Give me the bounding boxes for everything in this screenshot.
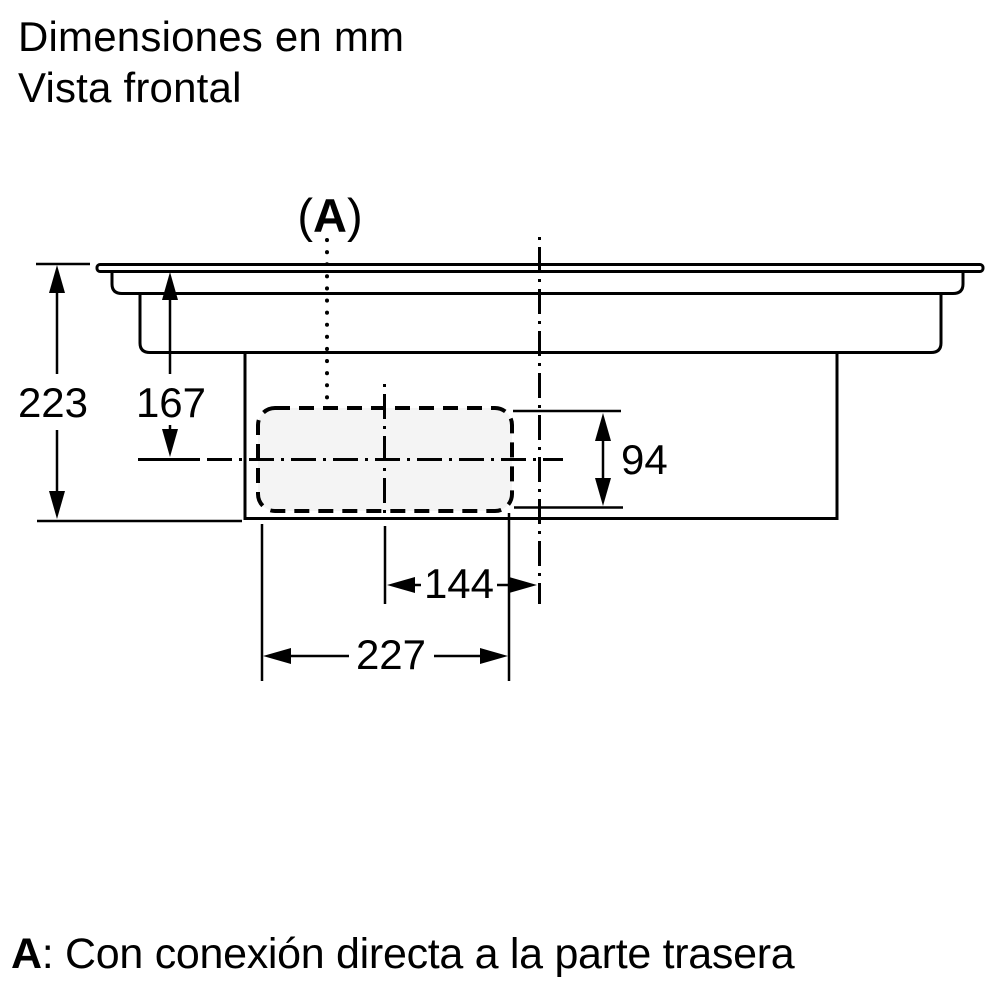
- dim-outlet-height: [595, 413, 668, 506]
- arrow-down-icon: [595, 478, 611, 506]
- dim-value-223: 223: [17, 379, 89, 426]
- footnote: [11, 930, 794, 978]
- footnote-label: A: [11, 930, 42, 978]
- dim-glass-to-center: [136, 272, 206, 457]
- dim-value-94: 94: [621, 436, 668, 483]
- arrow-up-icon: [162, 272, 178, 300]
- hob-chassis: [112, 272, 963, 294]
- dim-value-144: 144: [423, 560, 495, 607]
- dim-total-height: [18, 265, 88, 519]
- arrow-right-icon: [480, 648, 508, 664]
- dim-housing-width: [263, 631, 508, 678]
- footnote-text: : Con conexión directa a la parte trasera: [41, 930, 795, 978]
- dim-value-167: 167: [135, 379, 207, 426]
- dim-outlet-width: [387, 560, 537, 607]
- page-subtitle: Vista frontal: [18, 64, 242, 111]
- page-title: Dimensiones en mm: [18, 13, 405, 60]
- arrow-down-icon: [162, 429, 178, 457]
- arrow-up-icon: [595, 413, 611, 441]
- dim-value-227: 227: [355, 631, 427, 678]
- arrow-left-icon: [387, 577, 415, 593]
- arrow-left-icon: [263, 648, 291, 664]
- callout-a-label: (A): [297, 189, 363, 242]
- arrow-right-icon: [509, 577, 537, 593]
- arrow-down-icon: [49, 491, 65, 519]
- arrow-up-icon: [49, 265, 65, 293]
